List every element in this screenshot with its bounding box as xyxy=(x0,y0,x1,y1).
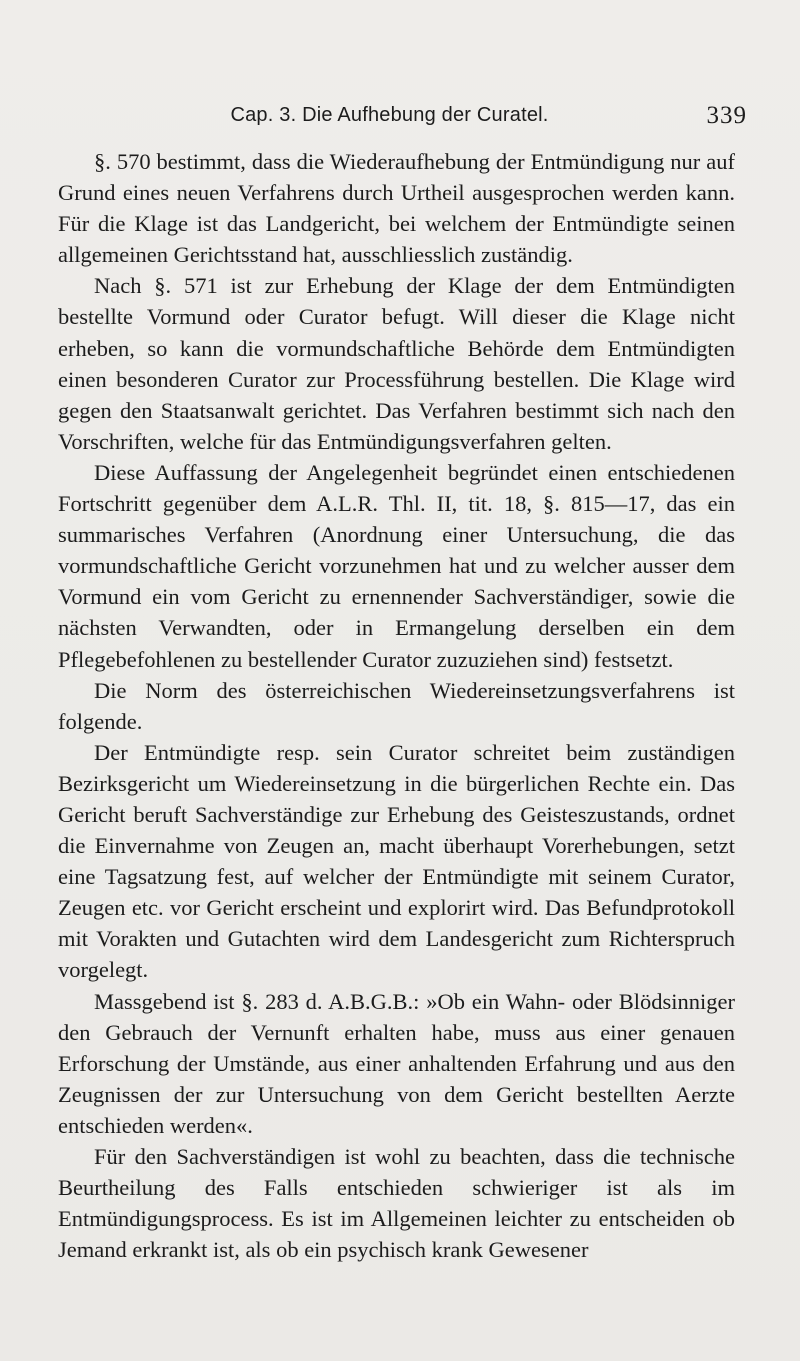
paragraph-1: §. 570 bestimmt, dass die Wiederaufhebung der Entmündigung nur auf Grund eines neuen Verfahrens durch Urtheil ausgesprochen werden kann. Für die Klage ist das Landgericht, bei welchem der Entmündigte seinen allgemeinen Gerichtsstand hat, ausschliesslich zuständig. xyxy=(58,149,735,268)
chapter-title: Cap. 3. Die Aufhebung der Curatel. xyxy=(230,104,549,126)
running-head xyxy=(42,100,747,132)
paragraph-7: Für den Sachverständigen ist wohl zu beachten, dass die technische Beurtheilung des Falls entschieden schwieriger ist als im Entmündigungsprocess. Es ist im Allgemeinen leichter zu entscheiden ob Jemand erkrankt ist, als ob ein psychisch krank Gewesener xyxy=(58,1144,735,1263)
paragraph-6: Massgebend ist §. 283 d. A.B.G.B.: »Ob ein Wahn- oder Blödsinniger den Gebrauch der Vernunft erhalten habe, muss aus einer genauen Erforschung der Umstände, aus einer anhaltenden Erfahrung und aus den Zeugnissen der zur Untersuchung von dem Gericht bestellten Aerzte entschieden werden«. xyxy=(58,988,735,1138)
paragraph-2: Nach §. 571 ist zur Erhebung der Klage der dem Entmündigten bestellte Vormund oder Curator befugt. Will dieser die Klage nicht erheben, so kann die vormundschaftliche Behörde dem Entmündigten einen besonderen Curator zur Processführung bestellen. Die Klage wird gegen den Staatsanwalt gerichtet. Das Verfahren bestimmt sich nach den Vorschriften, welche für das Entmündigungsverfahren gelten. xyxy=(58,273,735,454)
paragraph-3: Diese Auffassung der Angelegenheit begründet einen entschiedenen Fortschritt gegenüber dem A.L.R. Thl. II, tit. 18, §. 815—17, das ein summarisches Verfahren (Anordnung einer Untersuchung, die das vormundschaftliche Gericht vorzunehmen hat und zu welcher ausser dem Vormund ein vom Gericht zu ernennender Sachverständiger, sowie die nächsten Verwandten, oder in Ermangelung derselben ein dem Pflegebefohlenen zu bestellender Curator zuzuziehen sind) festsetzt. xyxy=(58,459,735,672)
page-number: 339 xyxy=(706,102,747,129)
body-text xyxy=(58,146,735,1265)
paragraph-4: Die Norm des österreichischen Wiedereinsetzungsverfahrens ist folgende. xyxy=(58,677,735,734)
paragraph-5: Der Entmündigte resp. sein Curator schreitet beim zuständigen Bezirksgericht um Wiedereinsetzung in die bürgerlichen Rechte ein. Das Gericht beruft Sachverständige zur Erhebung des Geisteszustands, ordnet die Einvernahme von Zeugen an, macht überhaupt Vorerhebungen, setzt eine Tagsatzung fest, auf welcher der Entmündigte mit seinem Curator, Zeugen etc. vor Gericht erscheint und explorirt wird. Das Befundprotokoll mit Vorakten und Gutachten wird dem Landesgericht zum Richterspruch vorgelegt. xyxy=(58,739,735,983)
